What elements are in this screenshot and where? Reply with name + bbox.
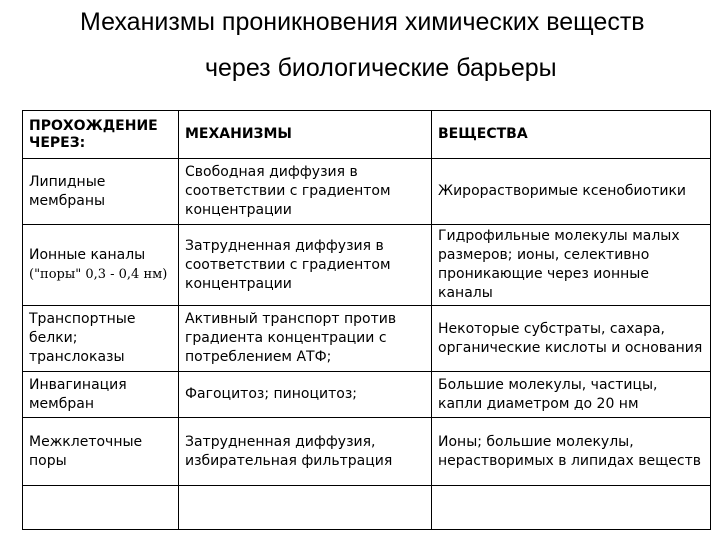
table-row — [23, 372, 711, 418]
header-substances: ВЕЩЕСТВА — [432, 111, 711, 159]
header-mechanism: МЕХАНИЗМЫ — [179, 111, 432, 159]
cell-barrier: Липидные мембраны — [23, 159, 179, 225]
cell-mechanism: Затрудненная диффузия в соответствии с градиентом концентрации — [179, 225, 432, 306]
table-row — [23, 306, 711, 372]
cell-substances: Гидрофильные молекулы малых размеров; ионы, селективно проникающие через ионные каналы — [432, 225, 711, 306]
table-header-row — [23, 111, 711, 159]
cell-barrier-label: Ионные каналы — [29, 247, 146, 263]
cell-substances: Жирорастворимые ксенобиотики — [432, 159, 711, 225]
cell-substances: Некоторые субстраты, сахара, органические кислоты и основания — [432, 306, 711, 372]
cell-substances: Большие молекулы, частицы, капли диаметром до 20 нм — [432, 372, 711, 418]
cell-barrier: Межклеточные поры — [23, 418, 179, 486]
cell-substances: Ионы; большие молекулы, нерастворимых в липидах веществ — [432, 418, 711, 486]
cell-barrier: Транспортные белки; транслоказы — [23, 306, 179, 372]
table-row — [23, 418, 711, 486]
cell-barrier: Инвагинация мембран — [23, 372, 179, 418]
cell-mechanism: Активный транспорт против градиента концентрации с потреблением АТФ; — [179, 306, 432, 372]
cell-barrier — [23, 486, 179, 530]
cell-barrier-note: ("поры" 0,3 - 0,4 нм) — [29, 267, 168, 282]
barrier-mechanisms-table — [22, 110, 711, 530]
cell-mechanism: Затрудненная диффузия, избирательная фильтрация — [179, 418, 432, 486]
cell-mechanism: Свободная диффузия в соответствии с градиентом концентрации — [179, 159, 432, 225]
table-row — [23, 159, 711, 225]
table-row — [23, 486, 711, 530]
table-row — [23, 225, 711, 306]
cell-substances — [432, 486, 711, 530]
cell-mechanism — [179, 486, 432, 530]
cell-mechanism: Фагоцитоз; пиноцитоз; — [179, 372, 432, 418]
cell-barrier — [23, 225, 179, 306]
title-line-2: через биологические барьеры — [205, 54, 557, 82]
header-barrier: ПРОХОЖДЕНИЕ ЧЕРЕЗ: — [23, 111, 179, 159]
title-line-1: Механизмы проникновения химических веществ — [80, 8, 645, 36]
